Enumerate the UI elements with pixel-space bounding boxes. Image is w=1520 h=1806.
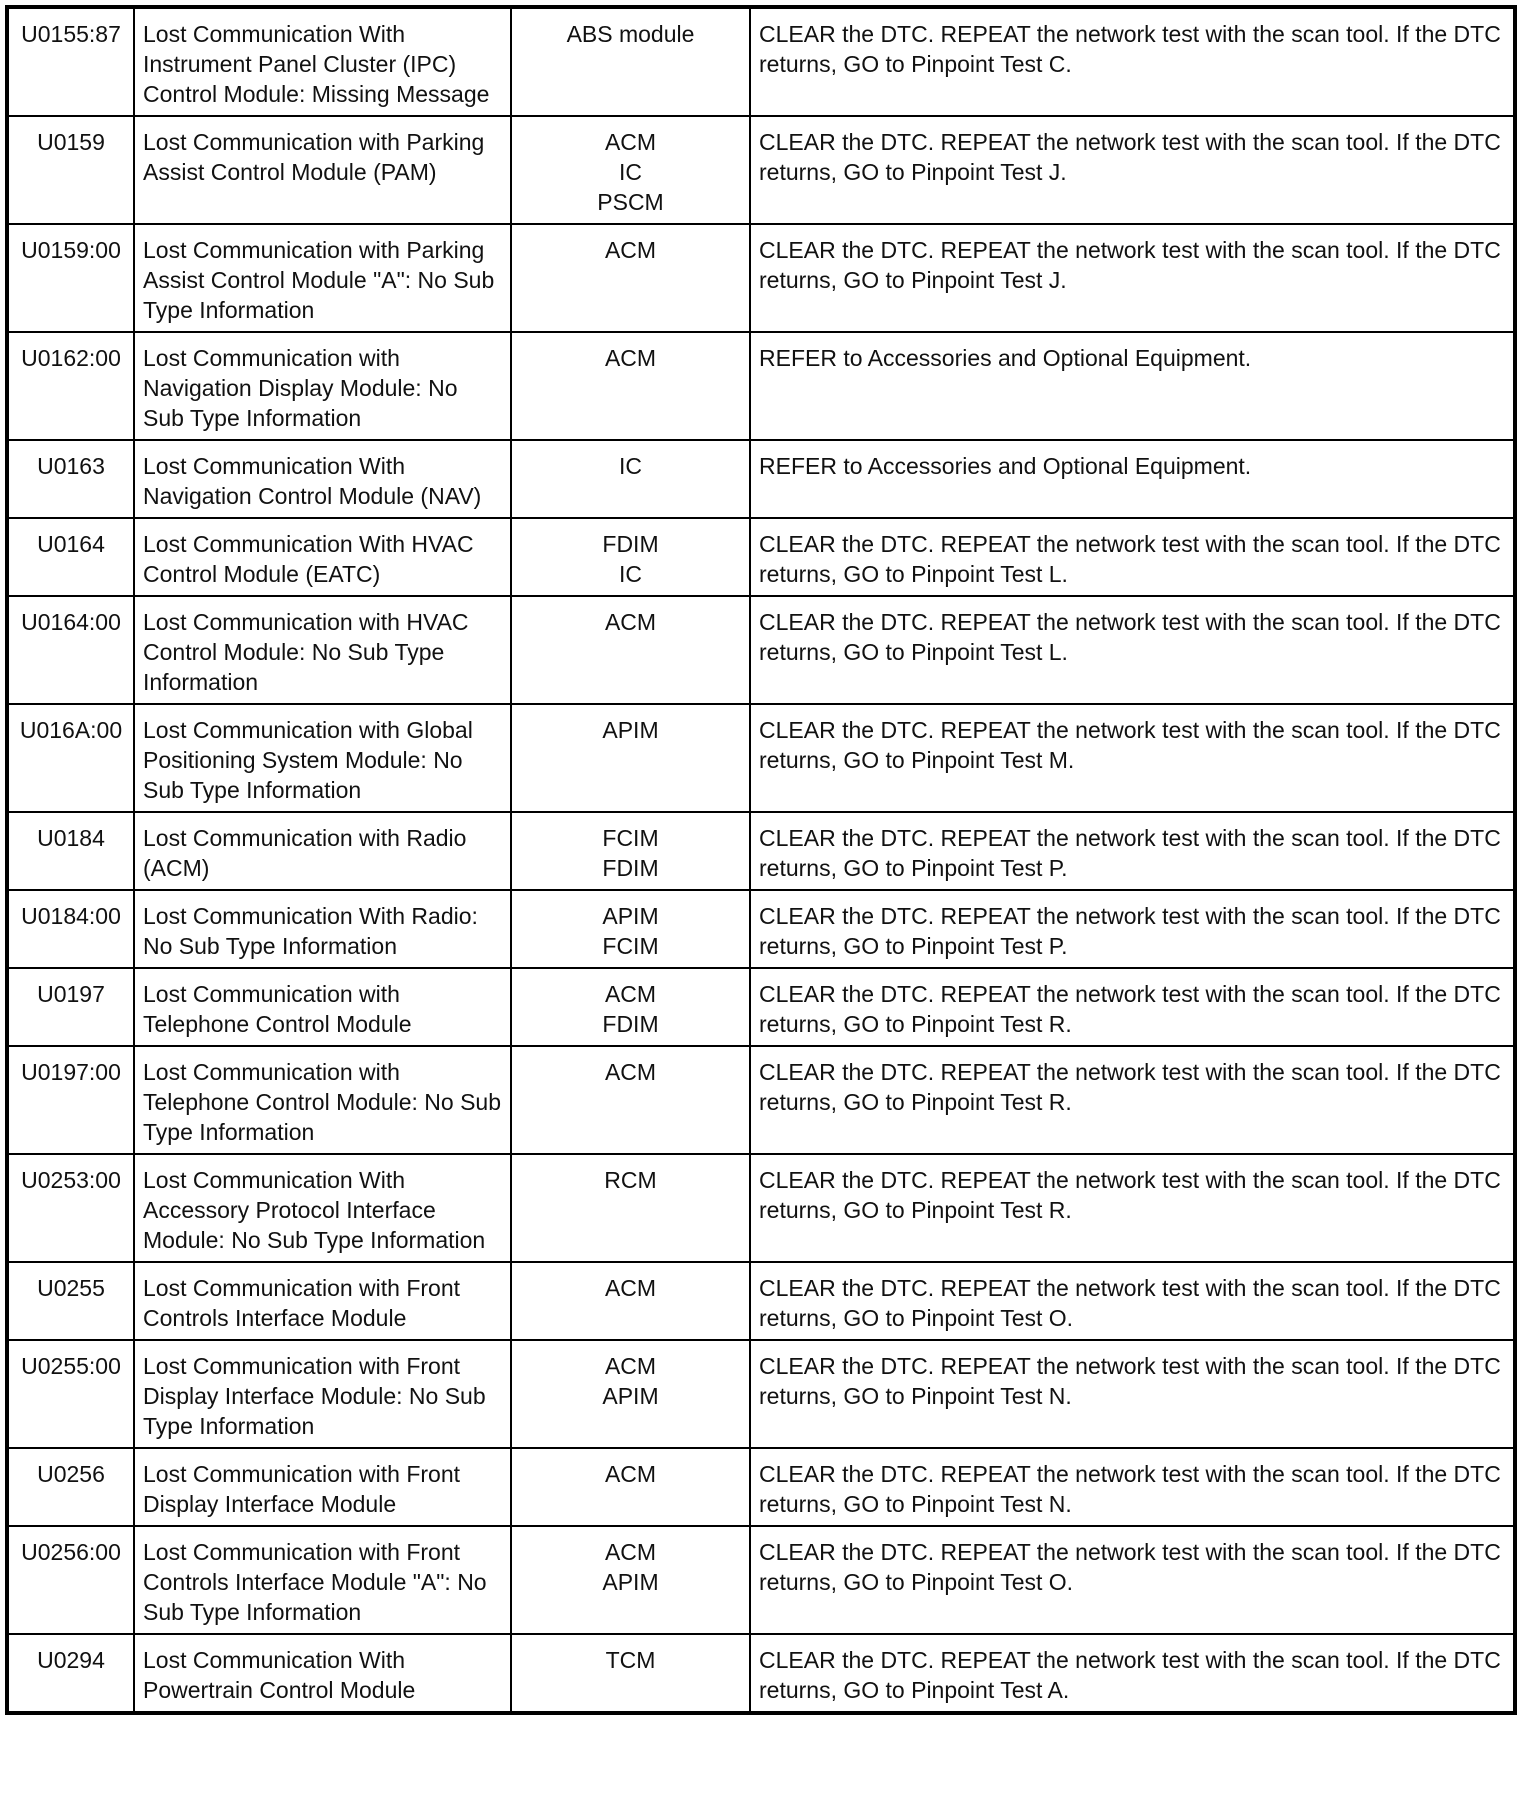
- dtc-modules-cell: [511, 518, 750, 596]
- dtc-modules-cell: [511, 1340, 750, 1448]
- table-row: [7, 1526, 1515, 1634]
- module-name: ACM: [604, 609, 657, 635]
- dtc-description-cell: Lost Communication with Navigation Display Module: No Sub Type Information: [134, 332, 511, 440]
- dtc-action-cell: CLEAR the DTC. REPEAT the network test with the scan tool. If the DTC returns, GO to Pinpoint Test L.: [750, 596, 1515, 704]
- table-row: [7, 1262, 1515, 1340]
- dtc-code-cell: U0162:00: [7, 332, 134, 440]
- dtc-modules-cell: [511, 596, 750, 704]
- dtc-code-cell: U0256: [7, 1448, 134, 1526]
- table-row: [7, 1154, 1515, 1262]
- table-row: [7, 224, 1515, 332]
- module-name: ACM: [604, 237, 657, 263]
- dtc-modules-cell: [511, 440, 750, 518]
- table-row: [7, 332, 1515, 440]
- dtc-modules-cell: [511, 1634, 750, 1713]
- table-row: [7, 1448, 1515, 1526]
- dtc-code-cell: U0256:00: [7, 1526, 134, 1634]
- table-row: [7, 518, 1515, 596]
- dtc-action-cell: CLEAR the DTC. REPEAT the network test with the scan tool. If the DTC returns, GO to Pinpoint Test J.: [750, 224, 1515, 332]
- module-name: APIM: [602, 903, 659, 929]
- dtc-modules-cell: [511, 1448, 750, 1526]
- module-name: RCM: [604, 1167, 657, 1193]
- dtc-modules-cell: [511, 968, 750, 1046]
- module-name: ACM: [604, 345, 657, 371]
- dtc-modules-cell: [511, 224, 750, 332]
- module-name: TCM: [605, 1647, 656, 1673]
- dtc-modules-cell: [511, 332, 750, 440]
- dtc-modules-cell: [511, 1154, 750, 1262]
- dtc-description-cell: Lost Communication With Instrument Panel Cluster (IPC) Control Module: Missing Message: [134, 7, 511, 116]
- dtc-description-cell: Lost Communication with Global Positioning System Module: No Sub Type Information: [134, 704, 511, 812]
- table-row: [7, 596, 1515, 704]
- table-row: [7, 7, 1515, 116]
- dtc-description-cell: Lost Communication With Accessory Protocol Interface Module: No Sub Type Information: [134, 1154, 511, 1262]
- dtc-description-cell: Lost Communication with Radio (ACM): [134, 812, 511, 890]
- dtc-code-cell: U0255: [7, 1262, 134, 1340]
- module-name: ACM: [604, 1461, 657, 1487]
- dtc-modules-cell: [511, 1262, 750, 1340]
- dtc-description-cell: Lost Communication With HVAC Control Module (EATC): [134, 518, 511, 596]
- dtc-code-cell: U0253:00: [7, 1154, 134, 1262]
- dtc-action-cell: CLEAR the DTC. REPEAT the network test with the scan tool. If the DTC returns, GO to Pinpoint Test L.: [750, 518, 1515, 596]
- dtc-modules-cell: [511, 812, 750, 890]
- dtc-action-cell: CLEAR the DTC. REPEAT the network test with the scan tool. If the DTC returns, GO to Pinpoint Test R.: [750, 1046, 1515, 1154]
- dtc-modules-cell: [511, 890, 750, 968]
- dtc-description-cell: Lost Communication with Parking Assist Control Module (PAM): [134, 116, 511, 224]
- dtc-modules-cell: [511, 116, 750, 224]
- module-name: ACM: [604, 1275, 657, 1301]
- dtc-action-cell: CLEAR the DTC. REPEAT the network test with the scan tool. If the DTC returns, GO to Pinpoint Test P.: [750, 890, 1515, 968]
- module-name: APIM: [602, 717, 659, 743]
- dtc-code-cell: U0159: [7, 116, 134, 224]
- dtc-action-cell: CLEAR the DTC. REPEAT the network test with the scan tool. If the DTC returns, GO to Pinpoint Test A.: [750, 1634, 1515, 1713]
- dtc-description-cell: Lost Communication with Parking Assist Control Module "A": No Sub Type Information: [134, 224, 511, 332]
- dtc-description-cell: Lost Communication with Front Controls Interface Module "A": No Sub Type Information: [134, 1526, 511, 1634]
- dtc-code-cell: U0255:00: [7, 1340, 134, 1448]
- module-name: FDIM: [602, 855, 659, 881]
- dtc-action-cell: CLEAR the DTC. REPEAT the network test with the scan tool. If the DTC returns, GO to Pinpoint Test C.: [750, 7, 1515, 116]
- table-row: [7, 968, 1515, 1046]
- table-row: [7, 1046, 1515, 1154]
- dtc-action-cell: REFER to Accessories and Optional Equipment.: [750, 440, 1515, 518]
- dtc-description-cell: Lost Communication with Telephone Control Module: [134, 968, 511, 1046]
- dtc-modules-cell: [511, 7, 750, 116]
- module-name: ACM: [604, 981, 657, 1007]
- dtc-action-cell: CLEAR the DTC. REPEAT the network test with the scan tool. If the DTC returns, GO to Pinpoint Test O.: [750, 1526, 1515, 1634]
- dtc-description-cell: Lost Communication With Navigation Control Module (NAV): [134, 440, 511, 518]
- dtc-action-cell: CLEAR the DTC. REPEAT the network test with the scan tool. If the DTC returns, GO to Pinpoint Test N.: [750, 1340, 1515, 1448]
- dtc-description-cell: Lost Communication with HVAC Control Module: No Sub Type Information: [134, 596, 511, 704]
- table-row: [7, 1340, 1515, 1448]
- dtc-action-cell: CLEAR the DTC. REPEAT the network test with the scan tool. If the DTC returns, GO to Pinpoint Test M.: [750, 704, 1515, 812]
- dtc-action-cell: CLEAR the DTC. REPEAT the network test with the scan tool. If the DTC returns, GO to Pinpoint Test J.: [750, 116, 1515, 224]
- dtc-code-cell: U0164: [7, 518, 134, 596]
- module-name: ACM: [604, 129, 657, 155]
- dtc-action-cell: CLEAR the DTC. REPEAT the network test with the scan tool. If the DTC returns, GO to Pinpoint Test P.: [750, 812, 1515, 890]
- table-row: [7, 704, 1515, 812]
- dtc-action-cell: CLEAR the DTC. REPEAT the network test with the scan tool. If the DTC returns, GO to Pinpoint Test O.: [750, 1262, 1515, 1340]
- table-row: [7, 812, 1515, 890]
- dtc-description-cell: Lost Communication with Telephone Control Module: No Sub Type Information: [134, 1046, 511, 1154]
- table-row: [7, 890, 1515, 968]
- dtc-action-cell: REFER to Accessories and Optional Equipment.: [750, 332, 1515, 440]
- dtc-description-cell: Lost Communication With Powertrain Control Module: [134, 1634, 511, 1713]
- module-name: ACM: [604, 1059, 657, 1085]
- dtc-modules-cell: [511, 704, 750, 812]
- module-name: IC: [619, 561, 642, 587]
- dtc-code-cell: U0294: [7, 1634, 134, 1713]
- dtc-action-cell: CLEAR the DTC. REPEAT the network test with the scan tool. If the DTC returns, GO to Pinpoint Test R.: [750, 968, 1515, 1046]
- dtc-description-cell: Lost Communication With Radio: No Sub Type Information: [134, 890, 511, 968]
- module-name: IC: [619, 159, 642, 185]
- dtc-description-cell: Lost Communication with Front Controls Interface Module: [134, 1262, 511, 1340]
- dtc-code-cell: U016A:00: [7, 704, 134, 812]
- dtc-code-cell: U0155:87: [7, 7, 134, 116]
- module-name: FDIM: [602, 1011, 659, 1037]
- dtc-modules-cell: [511, 1046, 750, 1154]
- module-name: FDIM: [602, 531, 659, 557]
- table-row: [7, 116, 1515, 224]
- dtc-table-body: [7, 7, 1515, 1713]
- dtc-code-cell: U0197: [7, 968, 134, 1046]
- dtc-code-cell: U0163: [7, 440, 134, 518]
- dtc-code-cell: U0184: [7, 812, 134, 890]
- dtc-code-cell: U0197:00: [7, 1046, 134, 1154]
- module-name: ACM: [604, 1353, 657, 1379]
- module-name: FCIM: [602, 933, 659, 959]
- dtc-code-cell: U0184:00: [7, 890, 134, 968]
- module-name: IC: [619, 453, 642, 479]
- dtc-description-cell: Lost Communication with Front Display Interface Module: No Sub Type Information: [134, 1340, 511, 1448]
- table-row: [7, 440, 1515, 518]
- dtc-action-cell: CLEAR the DTC. REPEAT the network test with the scan tool. If the DTC returns, GO to Pinpoint Test N.: [750, 1448, 1515, 1526]
- dtc-modules-cell: [511, 1526, 750, 1634]
- dtc-description-cell: Lost Communication with Front Display Interface Module: [134, 1448, 511, 1526]
- dtc-code-cell: U0164:00: [7, 596, 134, 704]
- dtc-table: [5, 5, 1517, 1715]
- module-name: PSCM: [597, 189, 664, 215]
- dtc-document-page: [5, 5, 1517, 1715]
- table-row: [7, 1634, 1515, 1713]
- module-name: ABS module: [566, 21, 695, 47]
- module-name: APIM: [602, 1569, 659, 1595]
- module-name: FCIM: [602, 825, 659, 851]
- dtc-action-cell: CLEAR the DTC. REPEAT the network test with the scan tool. If the DTC returns, GO to Pinpoint Test R.: [750, 1154, 1515, 1262]
- module-name: APIM: [602, 1383, 659, 1409]
- dtc-code-cell: U0159:00: [7, 224, 134, 332]
- module-name: ACM: [604, 1539, 657, 1565]
